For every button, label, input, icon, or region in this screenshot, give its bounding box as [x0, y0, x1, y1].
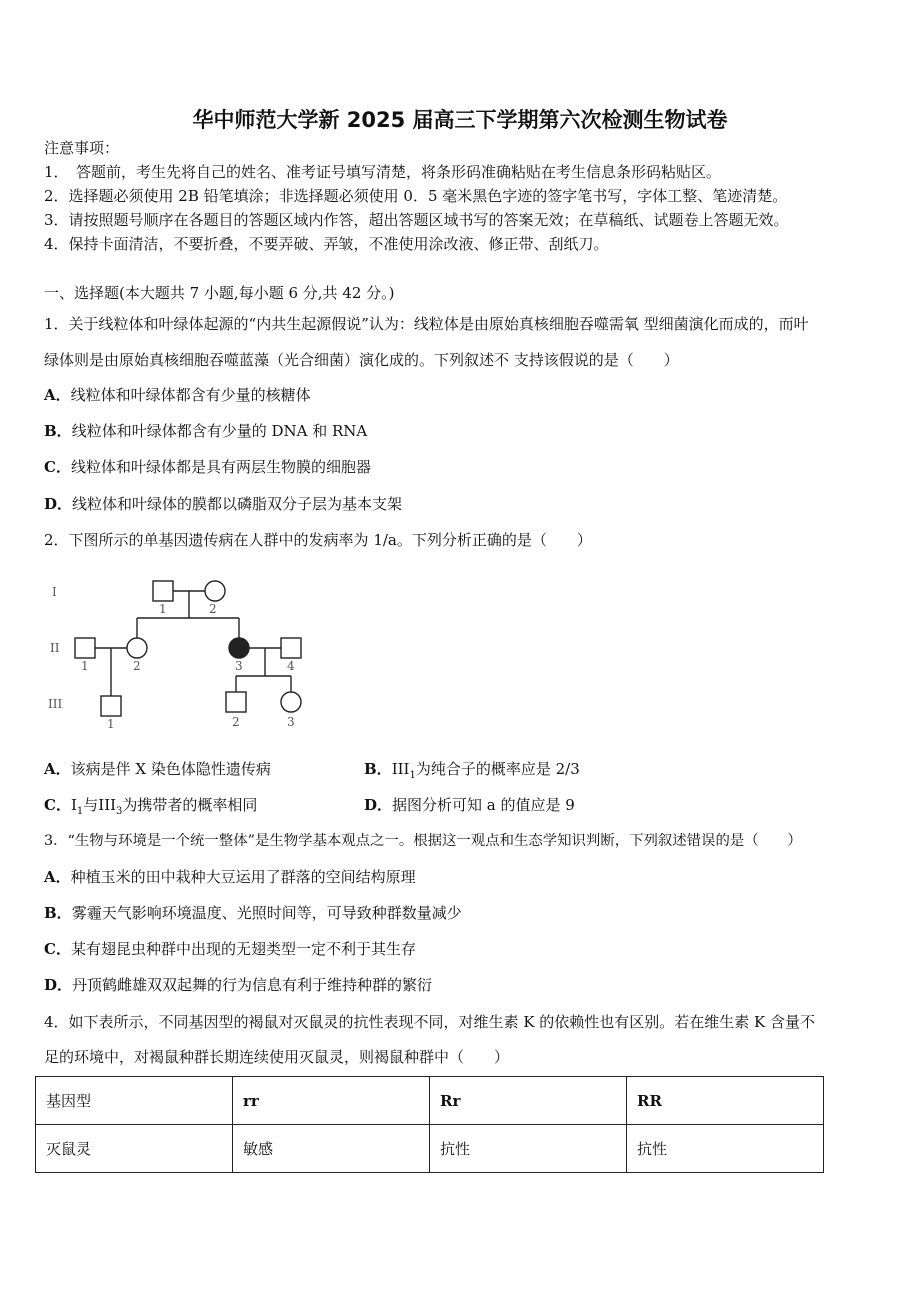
pedigree-number: 2 [209, 602, 217, 616]
q3-stem: 3．“生物与环境是一个统一整体”是生物学基本观点之一。根据这一观点和生态学知识判断，下列叙述错误的是（ ） [44, 833, 802, 849]
pedigree-female-III3 [281, 692, 301, 712]
option-label: A． [44, 760, 71, 778]
notice-item-4: 4．保持卡面清洁，不要折叠，不要弄破、弄皱，不准使用涂改液、修正带、刮纸刀。 [44, 235, 609, 253]
q2-option-a [44, 759, 271, 779]
option-label: B． [364, 760, 392, 778]
option-label: B． [44, 904, 72, 922]
q1-stem-line2: 绿体则是由原始真核细胞吞噬蓝藻（光合细菌）演化成的。下列叙述不 支持该假说的是（ ） [44, 351, 679, 369]
pedigree-chart [40, 570, 340, 730]
table-cell: rr [233, 1077, 430, 1125]
option-text: 线粒体和叶绿体的膜都以磷脂双分子层为基本支架 [72, 495, 403, 513]
notice-item-2: 2．选择题必须使用 2B 铅笔填涂；非选择题必须使用 0．5 毫米黑色字迹的签字笔书写，字体工整、笔迹清楚。 [44, 187, 788, 205]
pedigree-number: 3 [235, 659, 243, 673]
option-text: 据图分析可知 a 的值应是 9 [392, 796, 575, 814]
subscript: 1 [76, 806, 84, 817]
option-text: 与III [83, 796, 117, 814]
q4-stem-line2: 足的环境中，对褐鼠种群长期连续使用灭鼠灵，则褐鼠种群中（ ） [44, 1048, 510, 1066]
q3-option-b [44, 903, 462, 923]
q2-option-b [364, 759, 580, 786]
gen-label-III: III [48, 697, 63, 711]
q1-option-b [44, 421, 367, 441]
pedigree-male-III2 [226, 692, 246, 712]
notice-item-3: 3．请按照题号顺序在各题目的答题区域内作答，超出答题区域书写的答案无效；在草稿纸、试题卷上答题无效。 [44, 211, 789, 229]
q3-option-c [44, 939, 416, 959]
q1-option-d [44, 494, 402, 514]
gen-label-I: I [52, 585, 57, 599]
notice-heading: 注意事项： [44, 139, 120, 157]
pedigree-male-II1 [75, 638, 95, 658]
table-cell: Rr [430, 1077, 627, 1125]
option-label: B． [44, 422, 72, 440]
option-text: 种植玉米的田中栽种大豆运用了群落的空间结构原理 [70, 868, 416, 886]
table-row [36, 1125, 824, 1173]
pedigree-female-I2 [205, 581, 225, 601]
table-cell: 抗性 [627, 1125, 824, 1173]
pedigree-number: 1 [81, 659, 89, 673]
pedigree-number: 1 [107, 717, 115, 730]
option-label: C． [44, 458, 71, 476]
table-cell: 灭鼠灵 [36, 1125, 233, 1173]
pedigree-affected-female-II3 [229, 638, 249, 658]
pedigree-male-II4 [281, 638, 301, 658]
pedigree-male-I1 [153, 581, 173, 601]
pedigree-number: 2 [232, 715, 240, 729]
option-text: 为纯合子的概率应是 2/3 [415, 760, 580, 778]
pedigree-male-III1 [101, 696, 121, 716]
option-text: 线粒体和叶绿体都含有少量的核糖体 [70, 386, 311, 404]
option-label: D． [44, 976, 73, 994]
section-heading: 一、选择题(本大题共 7 小题,每小题 6 分,共 42 分。) [44, 284, 395, 302]
q3-option-d [44, 975, 432, 995]
option-text: 丹顶鹤雌雄双双起舞的行为信息有利于维持种群的繁衍 [72, 976, 433, 994]
table-cell: RR [627, 1077, 824, 1125]
option-text: 线粒体和叶绿体都含有少量的 DNA 和 RNA [71, 422, 368, 440]
option-label: A． [44, 868, 71, 886]
pedigree-number: 2 [133, 659, 141, 673]
notice-item-1: 1． 答题前，考生先将自己的姓名、准考证号填写清楚，将条形码准确粘贴在考生信息条形码粘贴区。 [44, 163, 722, 181]
option-label: D． [364, 796, 393, 814]
option-text: 雾霾天气影响环境温度、光照时间等，可导致种群数量减少 [71, 904, 462, 922]
q4-stem-line1: 4．如下表所示，不同基因型的褐鼠对灭鼠灵的抗性表现不同，对维生素 K 的依赖性也有区别。若在维生素 K 含量不 [44, 1013, 816, 1031]
gen-label-II: II [50, 641, 60, 655]
genotype-table [35, 1076, 824, 1173]
table-cell: 抗性 [430, 1125, 627, 1173]
pedigree-female-II2 [127, 638, 147, 658]
q3-option-a [44, 867, 416, 887]
q2-stem: 2．下图所示的单基因遗传病在人群中的发病率为 1/a。下列分析正确的是（ ） [44, 531, 592, 549]
q1-stem-line1: 1．关于线粒体和叶绿体起源的“内共生起源假说”认为：线粒体是由原始真核细胞吞噬需氧 型细菌演化而成的，而叶 [44, 315, 809, 333]
option-label: A． [44, 386, 71, 404]
option-text: I [70, 796, 77, 814]
q1-option-a [44, 385, 311, 405]
q2-option-d [364, 795, 575, 815]
pedigree-number: 1 [159, 602, 167, 616]
q1-option-c [44, 457, 371, 477]
option-text: III [391, 760, 410, 778]
option-label: D． [44, 495, 73, 513]
subscript: 3 [116, 806, 123, 817]
q2-option-c [44, 795, 257, 822]
option-text: 某有翅昆虫种群中出现的无翅类型一定不利于其生存 [70, 940, 416, 958]
table-row [36, 1077, 824, 1125]
pedigree-number: 3 [287, 715, 295, 729]
page-title: 华中师范大学新 2025 届高三下学期第六次检测生物试卷 [192, 108, 728, 132]
table-cell: 基因型 [36, 1077, 233, 1125]
option-label: C． [44, 940, 71, 958]
option-text: 为携带者的概率相同 [122, 796, 258, 814]
pedigree-number: 4 [287, 659, 295, 673]
table-cell: 敏感 [233, 1125, 430, 1173]
option-text: 线粒体和叶绿体都是具有两层生物膜的细胞器 [70, 458, 371, 476]
option-text: 该病是伴 X 染色体隐性遗传病 [70, 760, 271, 778]
option-label: C． [44, 796, 71, 814]
subscript: 1 [409, 770, 416, 781]
